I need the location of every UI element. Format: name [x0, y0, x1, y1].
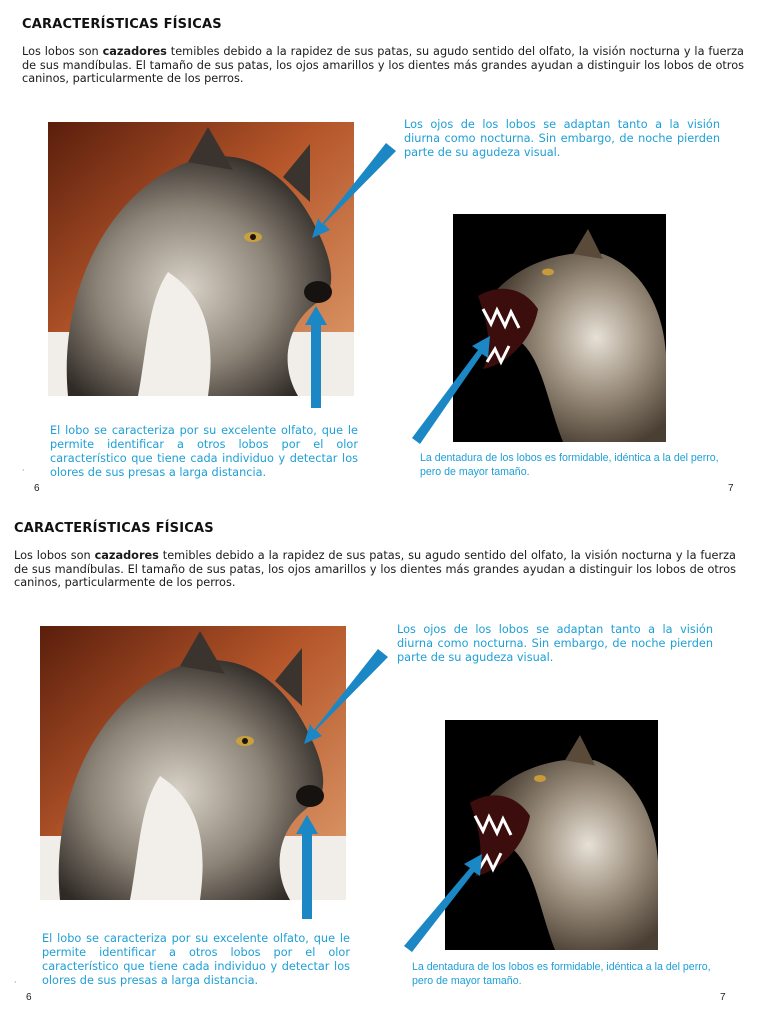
page-number-left: 6: [26, 992, 32, 1003]
intro-paragraph: [14, 549, 736, 590]
margin-dot: ·: [22, 466, 25, 475]
caption-eyes: Los ojos de los lobos se adaptan tanto a la visión diurna como nocturna. Sin embargo, de noche pierden parte de su agudeza visual.: [397, 623, 713, 664]
intro-bold-word: cazadores: [102, 45, 167, 58]
wolf-portrait-photo: [48, 122, 354, 396]
page-number-left: 6: [34, 483, 40, 494]
caption-smell: El lobo se caracteriza por su excelente olfato, que le permite identificar a otros lobos por el olor característico que tiene cada individuo y detectar los olores de sus presas a larga distancia.: [42, 932, 350, 987]
section-heading: CARACTERÍSTICAS FÍSICAS: [22, 17, 222, 32]
snarling-wolf-photo: [445, 720, 658, 950]
intro-text-start: Los lobos son: [14, 549, 95, 562]
caption-smell: El lobo se caracteriza por su excelente olfato, que le permite identificar a otros lobos por el olor característico que tiene cada individuo y detectar los olores de sus presas a larga distancia.: [50, 424, 358, 479]
intro-paragraph: [22, 45, 744, 86]
margin-dot: ·: [14, 978, 17, 987]
wolf-portrait-photo: [40, 626, 346, 900]
snarling-wolf-photo: [453, 214, 666, 442]
caption-eyes: Los ojos de los lobos se adaptan tanto a la visión diurna como nocturna. Sin embargo, de noche pierden parte de su agudeza visual.: [404, 118, 720, 159]
intro-bold-word: cazadores: [94, 549, 159, 562]
section-heading: CARACTERÍSTICAS FÍSICAS: [14, 521, 214, 536]
page-number-right: 7: [720, 992, 726, 1003]
caption-teeth: La dentadura de los lobos es formidable, idéntica a la del perro, pero de mayor tamaño.: [420, 452, 719, 478]
page-spread-bottom: [0, 506, 768, 1012]
page-number-right: 7: [728, 483, 734, 494]
page-spread-top: [0, 0, 768, 506]
intro-text-start: Los lobos son: [22, 45, 103, 58]
intro-text-end: temibles debido a la rapidez de sus patas, su agudo sentido del olfato, la visión nocturna y la fuerza de sus mandíbulas. El tamaño de sus patas, los ojos amarillos y los dientes más grandes ayudan a distinguir los lobos de otros caninos, particularmente de los perros.: [22, 45, 744, 86]
caption-teeth: La dentadura de los lobos es formidable, idéntica a la del perro, pero de mayor tamaño.: [412, 961, 711, 987]
intro-text-end: temibles debido a la rapidez de sus patas, su agudo sentido del olfato, la visión nocturna y la fuerza de sus mandíbulas. El tamaño de sus patas, los ojos amarillos y los dientes más grandes ayudan a distinguir los lobos de otros caninos, particularmente de los perros.: [14, 549, 736, 590]
